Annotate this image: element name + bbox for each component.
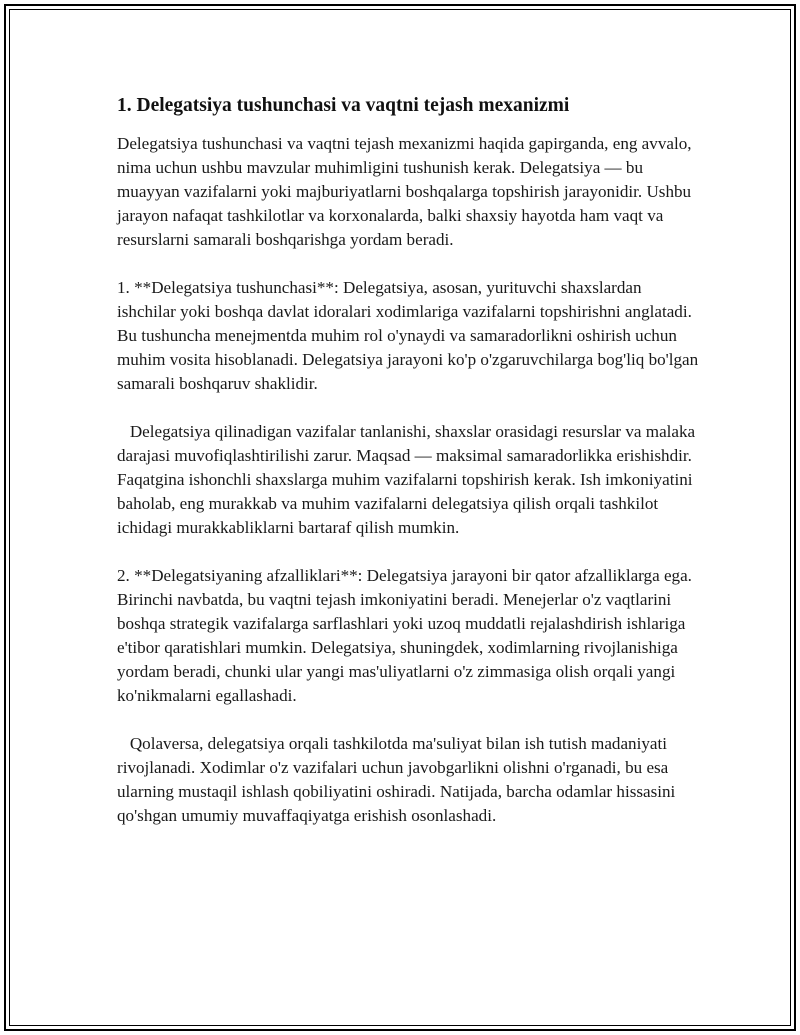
paragraph-responsibility-culture: Qolaversa, delegatsiya orqali tashkilotda ma'suliyat bilan ish tutish madaniyati rivojlanadi. Xodimlar o'z vazifalari uchun javobgarlikni olishni o'rganadi, bu esa ularning mustaqil ishlash qobiliyatini oshiradi. Natijada, barcha odamlar hissasini qo'shgan umumiy muvaffaqiyatga erishish osonlashadi. bbox=[117, 734, 680, 825]
document-body bbox=[117, 94, 703, 852]
section-heading: 1. Delegatsiya tushunchasi va vaqtni tejash mexanizmi bbox=[117, 95, 570, 116]
paragraph-delegation-selection: Delegatsiya qilinadigan vazifalar tanlanishi, shaxslar orasidagi resurslar va malaka darajasi muvofiqlashtirilishi zarur. Maqsad — maksimal samaradorlikka erishishdir. Faqatgina ishonchli shaxslarga muhim vazifalarni topshirish kerak. Ish imkoniyatini baholab, eng murakkab va muhim vazifalarni delegatsiya qilish orqali tashkilot ichidagi murakkabliklarni bartaraf qilish mumkin. bbox=[117, 422, 700, 537]
paragraph-delegation-concept: 1. **Delegatsiya tushunchasi**: Delegatsiya, asosan, yurituvchi shaxslardan ishchilar yoki boshqa davlat idoralari xodimlariga vazifalarni topshirishni anglatadi. Bu tushuncha menejmentda muhim rol o'ynaydi va samaradorlikni oshirish uchun muhim vosita hisoblanadi. Delegatsiya jarayoni ko'p o'zgaruvchilarga bog'liq bo'lgan samarali boshqaruv shaklidir. bbox=[117, 278, 703, 393]
paragraph-intro: Delegatsiya tushunchasi va vaqtni tejash mexanizmi haqida gapirganda, eng avvalo, nima uchun ushbu mavzular muhimligini tushunish kerak. Delegatsiya — bu muayyan vazifalarni yoki majburiyatlarni boshqalarga topshirish jarayonidir. Ushbu jarayon nafaqat tashkilotlar va korxonalarda, balki shaxsiy hayotda ham vaqt va resurslarni samarali boshqarishga yordam beradi. bbox=[117, 134, 696, 249]
paragraph-delegation-advantages: 2. **Delegatsiyaning afzalliklari**: Delegatsiya jarayoni bir qator afzalliklarga ega. Birinchi navbatda, bu vaqtni tejash imkoniyatini beradi. Menejerlar o'z vaqtlarini boshqa strategik vazifalarga sarflashlari yoki uzoq muddatli rejalashdirish ishlariga e'tibor qaratishlari mumkin. Delegatsiya, shuningdek, xodimlarning rivojlanishiga yordam beradi, chunki ular yangi mas'uliyatlarni o'z zimmasiga olish orqali yangi ko'nikmalarni egallashadi. bbox=[117, 566, 697, 705]
